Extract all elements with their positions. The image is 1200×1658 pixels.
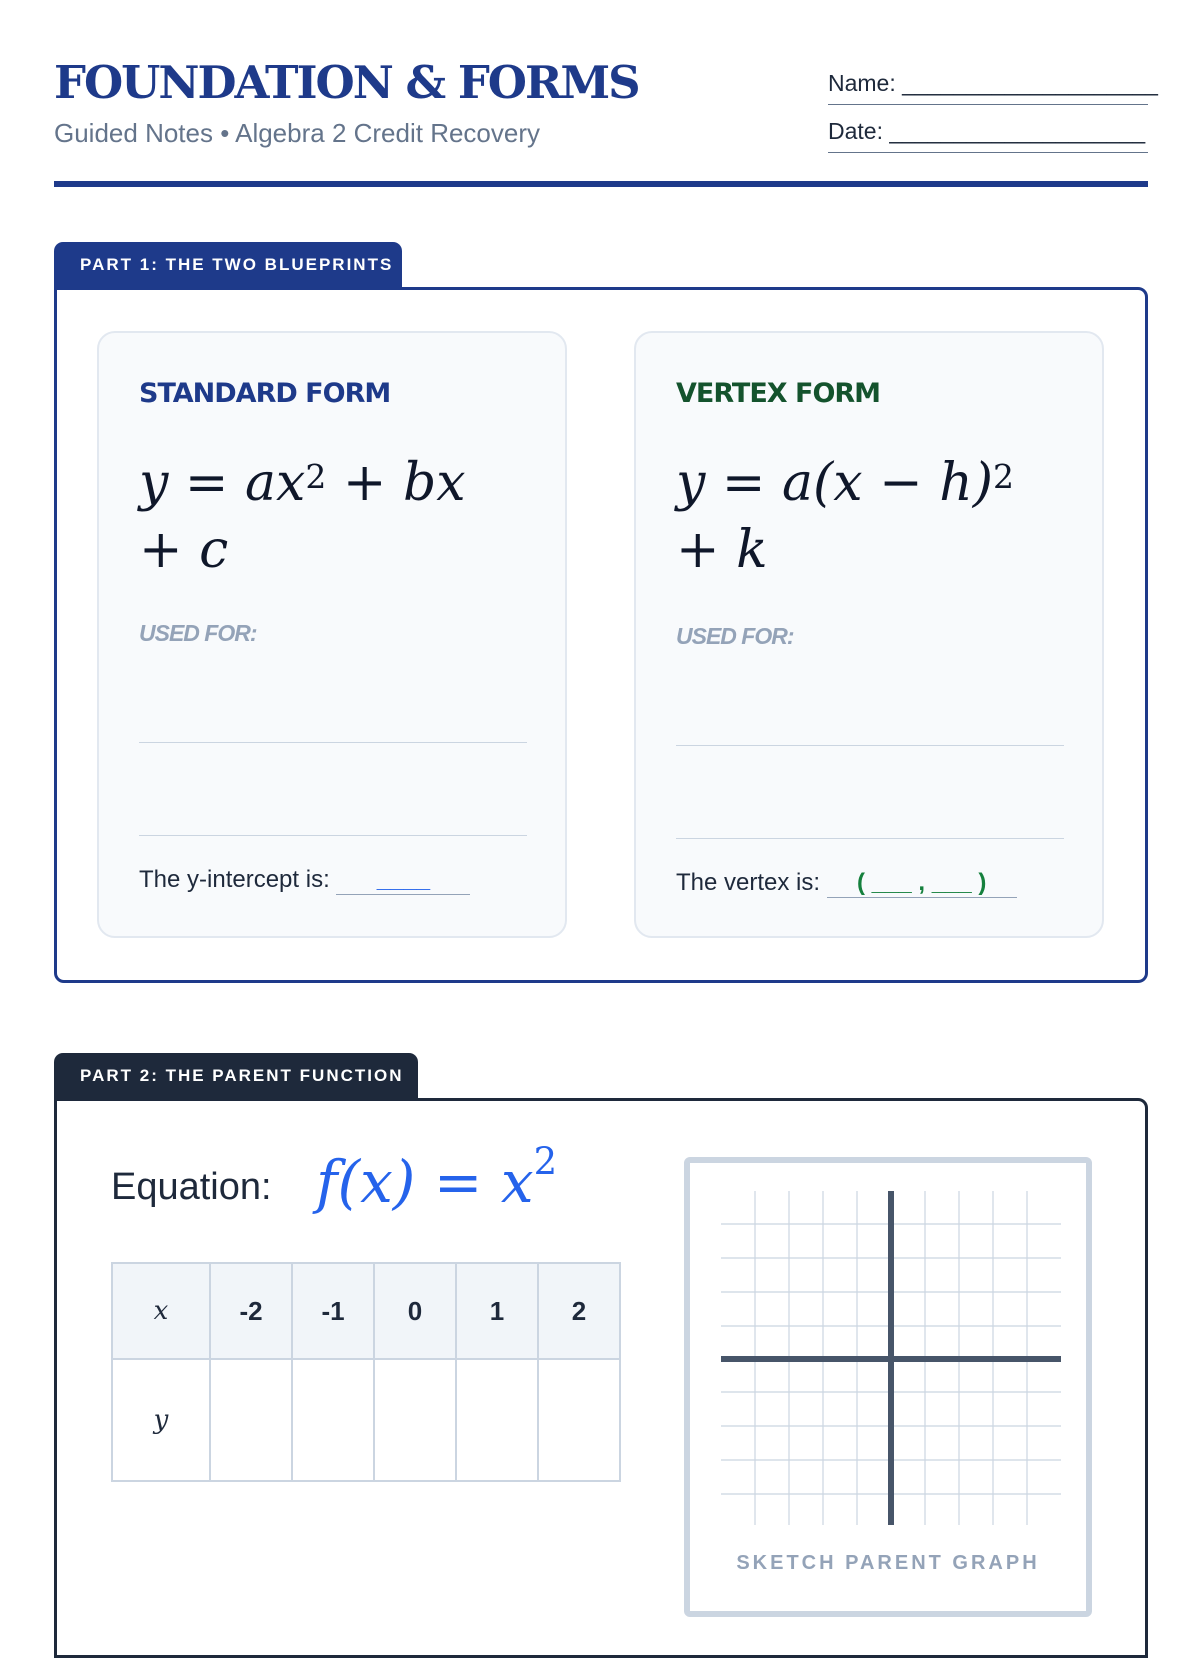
standard-writing-line-1[interactable] (139, 742, 527, 743)
standard-form-formula-line2: + c (139, 520, 229, 580)
y-value-cell[interactable] (210, 1359, 292, 1481)
name-field[interactable] (828, 70, 1158, 105)
standard-form-formula-line1: $y = ax^2$ + bx (139, 453, 466, 513)
vertex-label: The vertex is: (676, 869, 821, 896)
x-value: -2 (210, 1263, 292, 1359)
y-row (112, 1359, 620, 1481)
x-value: -1 (292, 1263, 374, 1359)
x-row (112, 1263, 620, 1359)
y-value-cell[interactable] (538, 1359, 620, 1481)
graph-frame (684, 1157, 1092, 1617)
date-line: ____________________ (889, 118, 1146, 144)
y-label: y (112, 1359, 210, 1481)
header-divider (54, 181, 1148, 187)
parent-equation: $f(x) = x^2$ (316, 1140, 558, 1216)
standard-writing-line-2[interactable] (139, 835, 527, 836)
sketch-grid[interactable] (690, 1163, 1086, 1611)
date-field[interactable] (828, 118, 1148, 153)
vertex-blank[interactable]: ( ___ , ___ ) (827, 869, 1017, 898)
vertex-form-formula-line2: + k (676, 520, 768, 580)
part1-tab: PART 1: THE TWO BLUEPRINTS (54, 242, 402, 288)
name-line: ____________________ (902, 70, 1158, 96)
y-intercept-prompt (139, 866, 470, 895)
standard-used-for-label: USED FOR: (139, 620, 257, 646)
vertex-writing-line-1[interactable] (676, 745, 1064, 746)
y-value-cell[interactable] (292, 1359, 374, 1481)
y-value-cell[interactable] (374, 1359, 456, 1481)
vertex-form-formula-line1: $y = a(x - h)^2$ (676, 453, 1015, 513)
equation-label: Equation: (111, 1166, 272, 1208)
x-value: 2 (538, 1263, 620, 1359)
vertex-writing-line-2[interactable] (676, 838, 1064, 839)
y-intercept-label: The y-intercept is: (139, 866, 330, 893)
vertex-form-title: VERTEX FORM (676, 378, 881, 409)
x-value: 0 (374, 1263, 456, 1359)
x-label: x (112, 1263, 210, 1359)
part2-tab: PART 2: THE PARENT FUNCTION (54, 1053, 418, 1099)
page-title: FOUNDATION & FORMS (54, 56, 639, 109)
y-value-cell[interactable] (456, 1359, 538, 1481)
vertex-used-for-label: USED FOR: (676, 623, 794, 649)
x-value: 1 (456, 1263, 538, 1359)
date-label: Date: (828, 118, 883, 144)
name-label: Name: (828, 70, 896, 96)
graph-caption: SKETCH PARENT GRAPH (736, 1552, 1040, 1574)
vertex-prompt (676, 869, 1017, 898)
xy-table (111, 1262, 621, 1482)
page-subtitle: Guided Notes • Algebra 2 Credit Recovery (54, 118, 541, 148)
standard-form-title: STANDARD FORM (139, 378, 391, 409)
y-intercept-blank[interactable]: ____ (336, 866, 470, 895)
